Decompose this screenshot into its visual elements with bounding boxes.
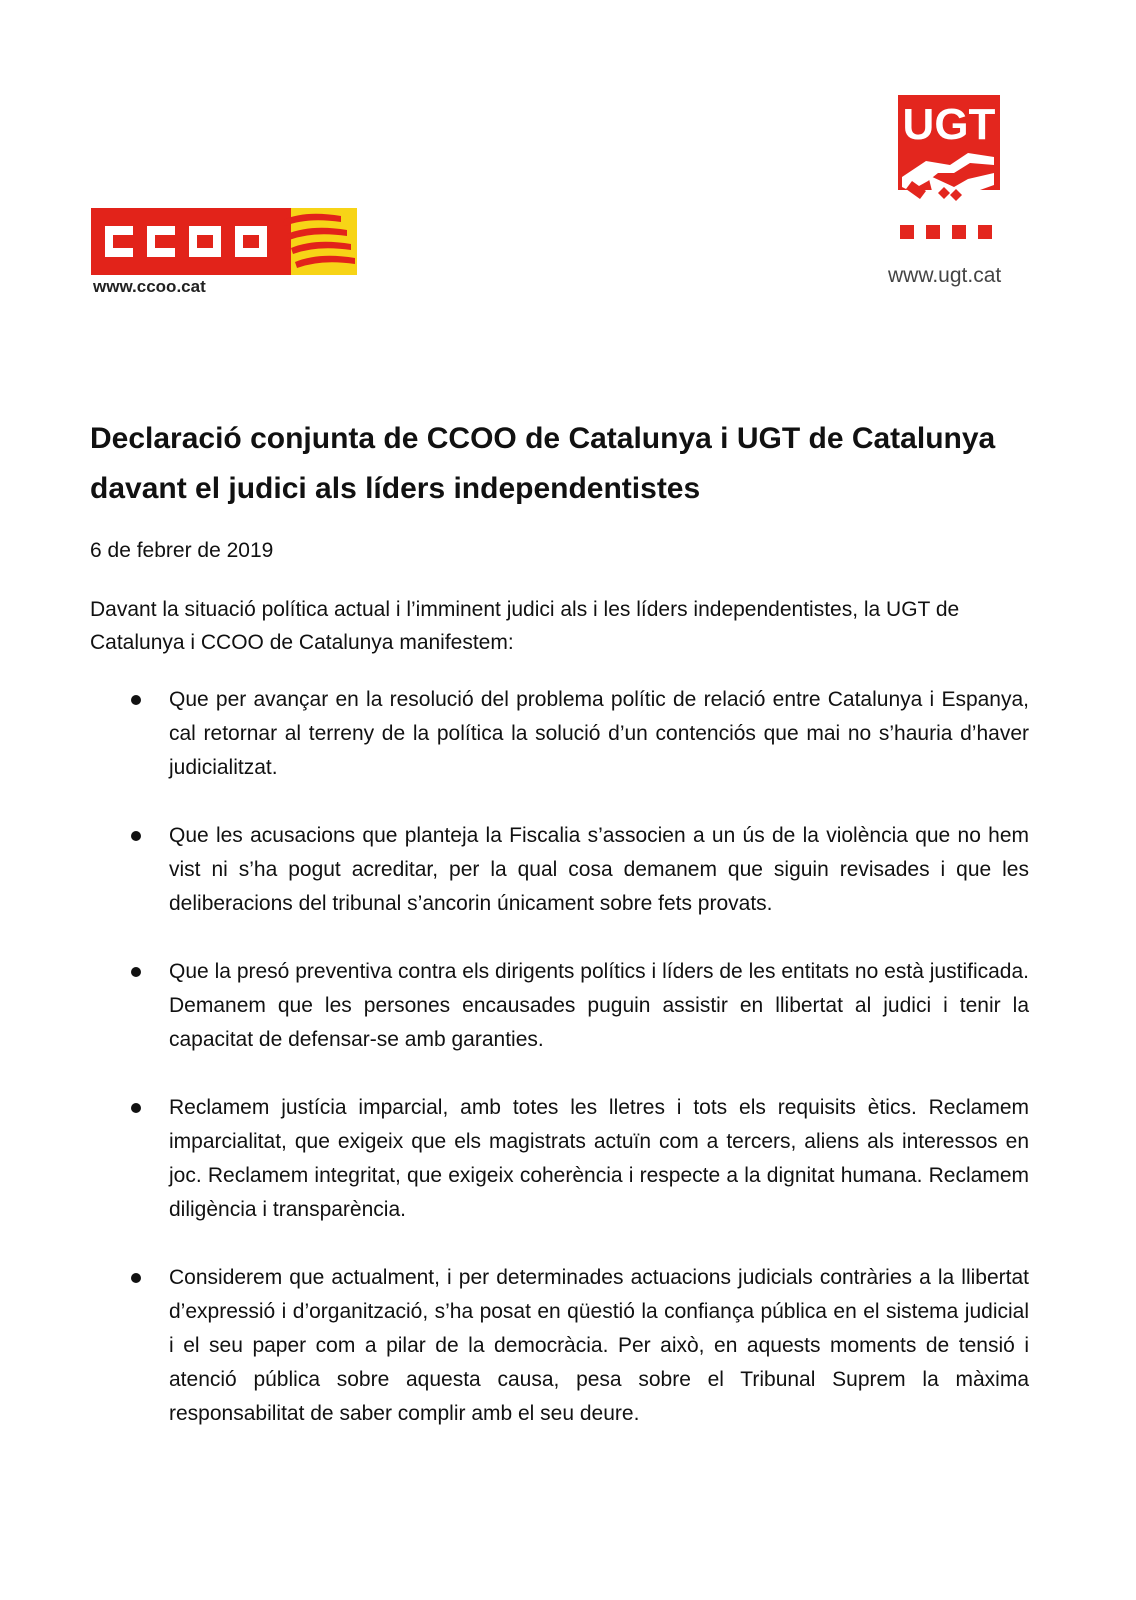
ugt-url: www.ugt.cat [888, 264, 1002, 287]
list-item [0, 683, 1136, 785]
bullet-icon [131, 695, 141, 705]
document-title [90, 414, 1040, 514]
list-item [0, 1091, 1136, 1227]
list-item [0, 1261, 1136, 1431]
title-line-1: Declaració conjunta de CCOO de Catalunya i UGT de Catalunya [90, 422, 996, 455]
bullet-icon [131, 831, 141, 841]
point-text: Que la presó preventiva contra els dirigents polítics i líders de les entitats no està justificada. Demanem que les persones encausades puguin assistir en llibertat al judici i tenir la capacitat de defensar-se amb garanties. [169, 960, 1029, 1051]
ccoo-logo [91, 208, 357, 275]
point-text: Considerem que actualment, i per determinades actuacions judicials contràries a la llibertat d’expressió i d’organització, s’ha posat en qüestió la confiança pública en el sistema judicial i el seu paper com a pilar de la democràcia. Per això, en aquests moments de tensió i atenció pública sobre aquesta causa, pesa sobre el Tribunal Suprem la màxima responsabilitat de saber complir amb el seu deure. [169, 1266, 1029, 1425]
document-date: 6 de febrer de 2019 [90, 539, 274, 562]
ccoo-url: www.ccoo.cat [93, 277, 206, 296]
declaration-points [0, 683, 1136, 1465]
bullet-icon [131, 967, 141, 977]
point-text: Reclamem justícia imparcial, amb totes les lletres i tots els requisits ètics. Reclamem imparcialitat, que exigeix que els magistrats actuïn com a tercers, aliens als interessos en joc. Reclamem integritat, que exigeix coherència i respecte a la dignitat humana. Reclamem diligència i transparència. [169, 1096, 1029, 1221]
title-line-2: davant el judici als líders independentistes [90, 472, 701, 505]
point-text: Que per avançar en la resolució del problema polític de relació entre Catalunya i Espanya, cal retornar al terreny de la política la solució d’un contenciós que mai no s’hauria d’haver judicialitzat. [169, 688, 1029, 779]
svg-text:UGT: UGT [902, 100, 996, 149]
bullet-icon [131, 1103, 141, 1113]
bullet-icon [131, 1273, 141, 1283]
ugt-logo [898, 95, 1000, 241]
list-item [0, 819, 1136, 921]
intro-paragraph: Davant la situació política actual i l’imminent judici als i les líders independentistes, la UGT de Catalunya i CCOO de Catalunya manifestem: [90, 598, 960, 654]
list-item [0, 955, 1136, 1057]
point-text: Que les acusacions que planteja la Fiscalia s’associen a un ús de la violència que no hem vist ni s’ha pogut acreditar, per la qual cosa demanem que siguin revisades i que les deliberacions del tribunal s’ancorin únicament sobre fets provats. [169, 824, 1029, 915]
